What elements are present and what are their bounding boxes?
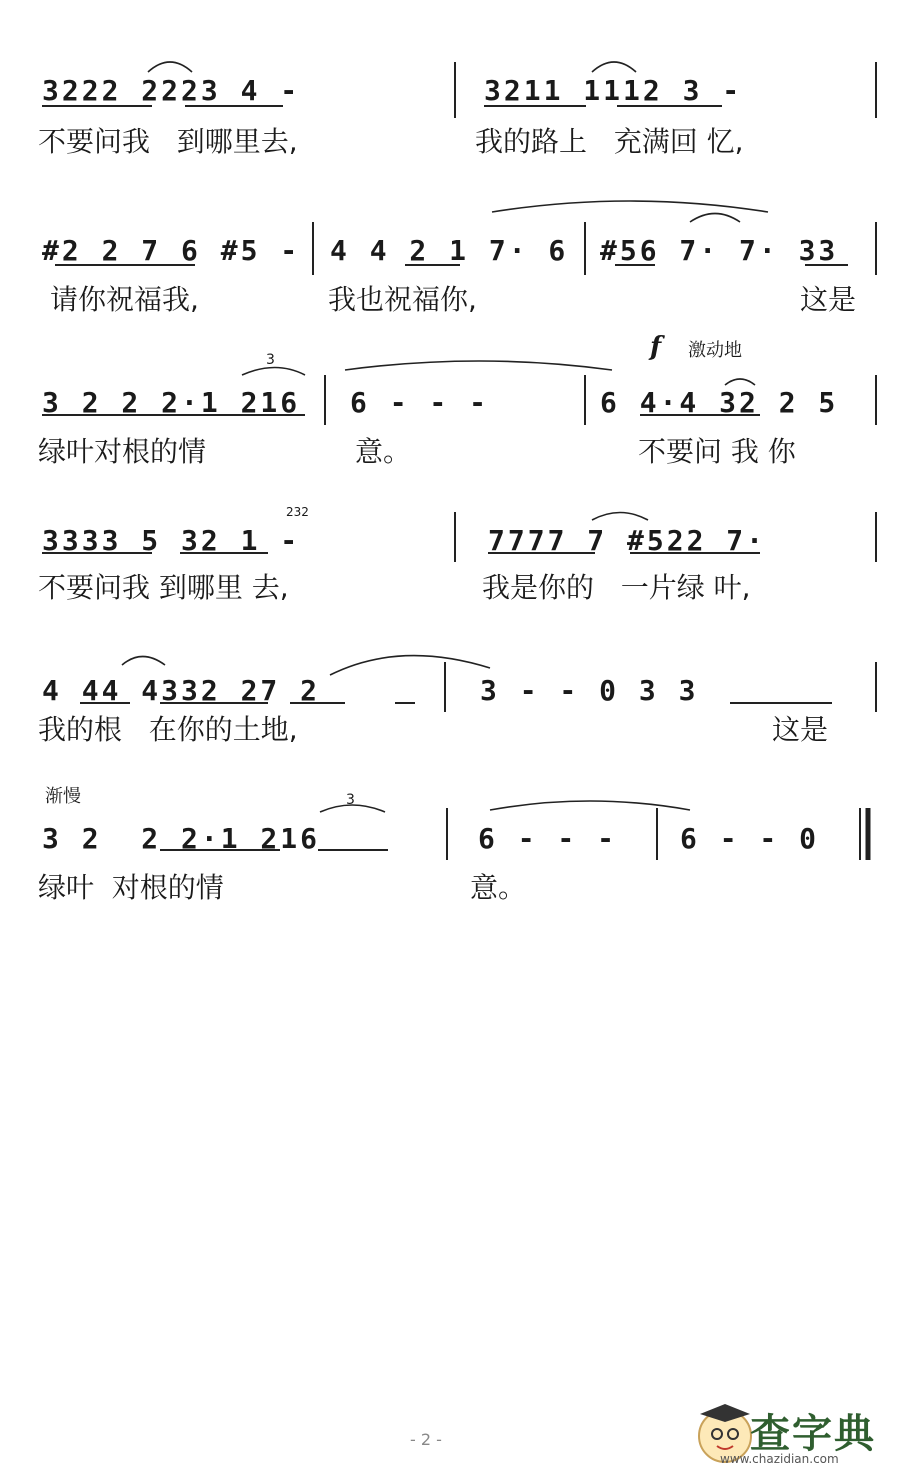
row5-measure2-notes: 3 - - 0 3 3 <box>480 674 699 707</box>
row1-measure2-notes: 3211 1112 3 - <box>484 74 743 107</box>
row3-measure2-notes: 6 - - - <box>350 386 490 419</box>
row3-lyric3: 不要问 我 你 <box>638 435 796 468</box>
row5-measure1-notes: 4 44 4332 27 2 <box>42 674 321 707</box>
row2-lyric1: 请你祝福我, <box>50 283 199 316</box>
row1-lyric1: 不要问我 到哪里去, <box>38 125 298 158</box>
row5-lyric1: 我的根 在你的土地, <box>38 713 298 746</box>
row2-lyric3: 这是 <box>800 283 857 316</box>
row4-lyric2: 我是你的 一片绿 叶, <box>482 571 751 604</box>
tempo-marking: 渐慢 <box>45 786 81 807</box>
row3-lyric1: 绿叶对根的情 <box>38 435 207 468</box>
page-number: - 2 - <box>410 1430 442 1449</box>
expression-marking: 激动地 <box>688 340 742 361</box>
row1-measure1-notes: 3222 2223 4 - <box>42 74 301 107</box>
row6-measure3-notes: 6 - - 0 <box>680 822 820 855</box>
row6-measure2-notes: 6 - - - <box>478 822 618 855</box>
row6-measure1-notes: 3 2 2 2·1 216 <box>42 822 321 855</box>
row3-measure3-notes: 6 4·4 32 2 5 <box>600 386 839 419</box>
watermark-name: 查字典 <box>750 1411 876 1457</box>
row6-lyric2: 意。 <box>470 871 527 904</box>
row4-measure2-notes: 7777 7 #522 7· <box>488 524 767 557</box>
row5-lyric2: 这是 <box>772 713 829 746</box>
grace-notes: 232 <box>286 505 309 519</box>
row3-lyric2: 意。 <box>355 435 412 468</box>
row2-measure3-notes: #56 7· 7· 33 <box>600 234 839 267</box>
row1-lyric2: 我的路上 充满回 忆, <box>475 125 744 158</box>
row2-lyric2: 我也祝福你, <box>328 283 477 316</box>
row4-lyric1: 不要问我 到哪里 去, <box>38 571 289 604</box>
triplet-mark-2: 3 <box>346 792 355 808</box>
row2-measure2-notes: 4 4 2 1 7· 6 <box>330 234 569 267</box>
row6-lyric1: 绿叶 对根的情 <box>38 871 224 904</box>
row4-measure1-notes: 3333 5 32 1 - <box>42 524 301 557</box>
watermark-url: www.chazidian.com <box>720 1452 839 1466</box>
row3-measure1-notes: 3 2 2 2·1 216 <box>42 386 301 419</box>
triplet-mark: 3 <box>266 352 275 368</box>
dynamic-marking: f <box>650 332 662 362</box>
row2-measure1-notes: #2 2 7 6 #5 - <box>42 234 301 267</box>
